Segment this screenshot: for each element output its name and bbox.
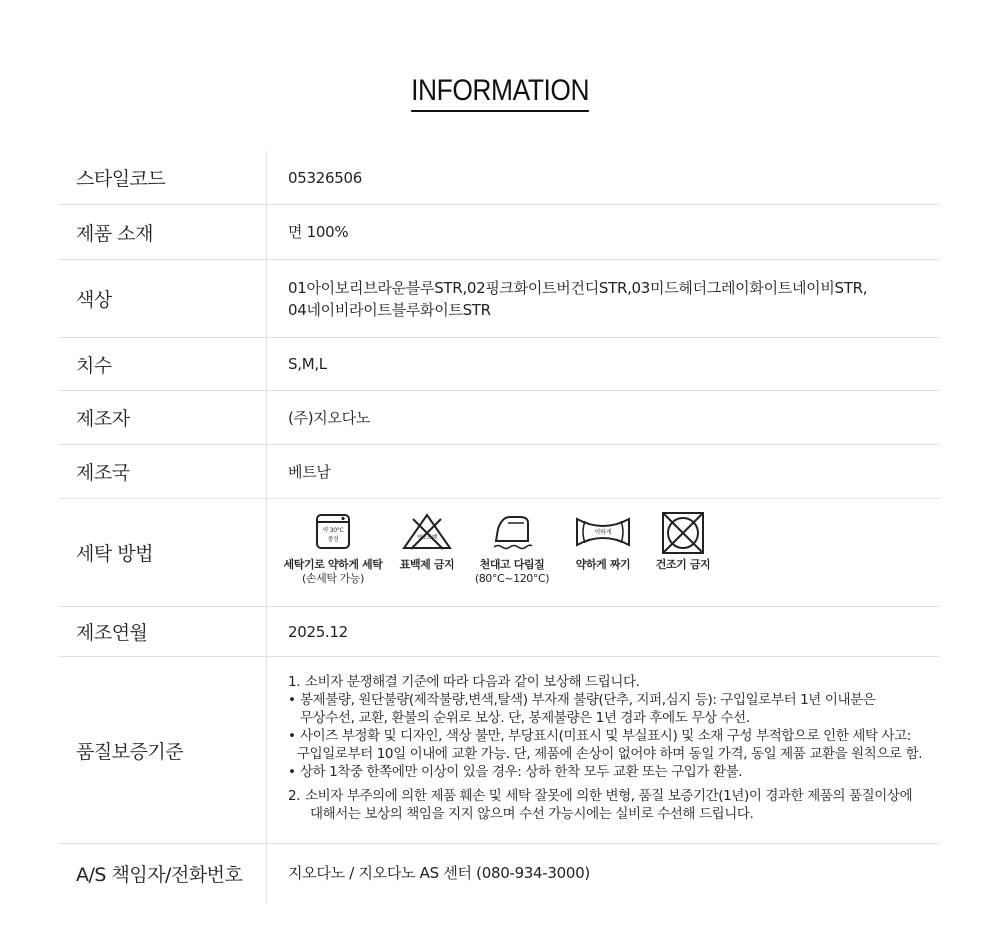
wring-text: 약하게 [594, 529, 612, 536]
row-value: 2025.12 [288, 622, 348, 641]
wash-icons [267, 499, 940, 606]
row-material [59, 205, 940, 260]
wash-label: 천대고 다림질 [479, 558, 545, 571]
row-label: A/S 책임자/전화번호 [59, 844, 267, 902]
row-label: 제조자 [59, 391, 267, 444]
row-value [267, 260, 940, 337]
wring-gently-icon [573, 511, 633, 551]
wash-label: 표백제 금지 [399, 558, 455, 571]
row-value: (주)지오다노 [288, 408, 371, 427]
wash-sub: (손세탁 가능) [301, 572, 364, 585]
list-number: 2. [288, 788, 301, 804]
wash-temp-text: 약 30°C [322, 527, 344, 534]
row-date [59, 607, 940, 657]
row-value: 지오다노 / 지오다노 AS 센터 (080-934-3000) [288, 864, 590, 882]
wash-label: 약하게 짜기 [575, 558, 631, 571]
no-bleach-text: 염소표백 [416, 535, 438, 541]
bullet: • [288, 728, 296, 744]
quality-line: 대해서는 보상의 책임을 지지 않으며 수선 가능시에는 실비로 수선해 드립니다. [310, 806, 754, 822]
no-bleach-icon [401, 511, 453, 551]
row-value: 면 100% [288, 223, 349, 241]
quality-line: 상하 1착중 한쪽에만 이상이 있을 경우: 상하 한착 모두 교환 또는 구입가 환불. [300, 764, 743, 780]
row-label: 치수 [59, 338, 267, 390]
wash-item [467, 511, 557, 586]
quality-line: 봉제불량, 원단불량(제작불량,변색,탈색) 부자재 불량(단추, 지퍼,심지 등): 구입일로부터 1년 이내분은 [300, 692, 876, 708]
row-style-code [59, 151, 940, 205]
quality-line: 구입일로부터 10일 이내에 교환 가능. 단, 제품에 손상이 없어야 하며 동일 가격, 동일 제품 교환을 원칙으로 함. [297, 746, 923, 762]
wash-label: 세탁기로 약하게 세탁 [283, 558, 383, 571]
wash-neutral-text: 중성 [327, 536, 339, 543]
row-color [59, 260, 940, 338]
quality-line: 소비자 부주의에 의한 제품 훼손 및 세탁 잘못에 의한 변형, 품질 보증기간(1년)이 경과한 제품의 품질이상에 [305, 788, 913, 804]
row-label: 제품 소재 [59, 205, 267, 259]
bullet: • [288, 764, 296, 780]
row-label: 제조국 [59, 445, 267, 498]
row-wash [59, 499, 940, 607]
row-country [59, 445, 940, 499]
row-label: 제조연월 [59, 607, 267, 656]
row-label: 세탁 방법 [59, 499, 267, 606]
wash-item [387, 511, 467, 572]
wash-item [649, 511, 717, 572]
wash-item [279, 511, 387, 586]
row-size [59, 338, 940, 391]
color-line: 01아이보리브라운블루STR,02핑크화이트버건디STR,03미드헤더그레이화이트네이비STR, [288, 278, 868, 297]
iron-cloth-icon [490, 511, 534, 551]
row-value: 베트남 [288, 462, 331, 481]
color-line: 04네이비라이트블루화이트STR [288, 300, 491, 319]
bullet: • [288, 692, 296, 708]
page-title: INFORMATION [411, 74, 589, 112]
row-label: 스타일코드 [59, 151, 267, 204]
row-maker [59, 391, 940, 445]
info-table [59, 151, 940, 902]
row-value: 05326506 [288, 168, 362, 187]
wash-item [557, 511, 649, 572]
row-as [59, 844, 940, 902]
wash-label: 건조기 금지 [655, 558, 711, 571]
row-quality [59, 657, 940, 844]
row-label: 품질보증기준 [59, 657, 267, 843]
wash-sub: (80°C~120°C) [474, 572, 550, 585]
quality-line: 사이즈 부정확 및 디자인, 색상 불만, 부당표시(미표시 및 부실표시) 및 소재 구성 부적합으로 인한 세탁 사고: [300, 728, 911, 744]
row-label: 색상 [59, 260, 267, 337]
no-tumble-dry-icon [661, 511, 705, 555]
list-number: 1. [288, 674, 301, 690]
quality-item: 소비자 분쟁해결 기준에 따라 다음과 같이 보상해 드립니다. [305, 674, 640, 690]
wash-30-icon [313, 511, 353, 551]
row-value: S,M,L [288, 355, 327, 373]
quality-line: 무상수선, 교환, 환불의 순위로 보상. 단, 봉제불량은 1년 경과 후에도 무상 수선. [300, 710, 750, 726]
quality-text [267, 657, 940, 843]
